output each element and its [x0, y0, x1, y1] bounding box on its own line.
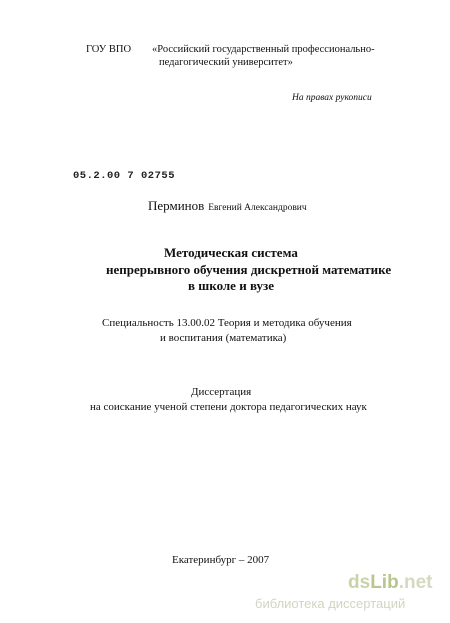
author-name	[148, 197, 307, 215]
organization-name-line-2: педагогический университет»	[159, 57, 293, 68]
title-line-2: непрерывного обучения дискретной математике	[106, 262, 392, 277]
title-line-3: в школе и вузе	[188, 278, 275, 293]
watermark-logo	[348, 573, 432, 593]
author-given-names: Евгений Александрович	[208, 203, 307, 213]
watermark-name-part-2: Lib	[370, 572, 399, 593]
specialty-line-2: и воспитания (математика)	[160, 332, 287, 344]
specialty-line-1: Специальность 13.00.02 Теория и методика обучения	[102, 317, 352, 329]
watermark-subtitle: библиотека диссертаций	[255, 596, 406, 611]
watermark-name-part-1: ds	[348, 572, 371, 593]
organization-abbreviation: ГОУ ВПО	[86, 44, 132, 55]
title-line-1: Методическая система	[164, 245, 298, 260]
dissertation-label: Диссертация	[191, 386, 252, 398]
dissertation-degree: на соискание ученой степени доктора педагогических наук	[90, 401, 367, 413]
city-year: Екатеринбург – 2007	[172, 554, 270, 566]
organization-name-line-1: «Российский государственный профессионально-	[152, 44, 375, 55]
catalog-number-stamp: 05.2.00 7 02755	[73, 170, 176, 182]
author-surname: Перминов	[148, 198, 205, 213]
watermark-name-part-3: .net	[398, 572, 433, 593]
manuscript-rights-note: На правах рукописи	[292, 93, 372, 103]
